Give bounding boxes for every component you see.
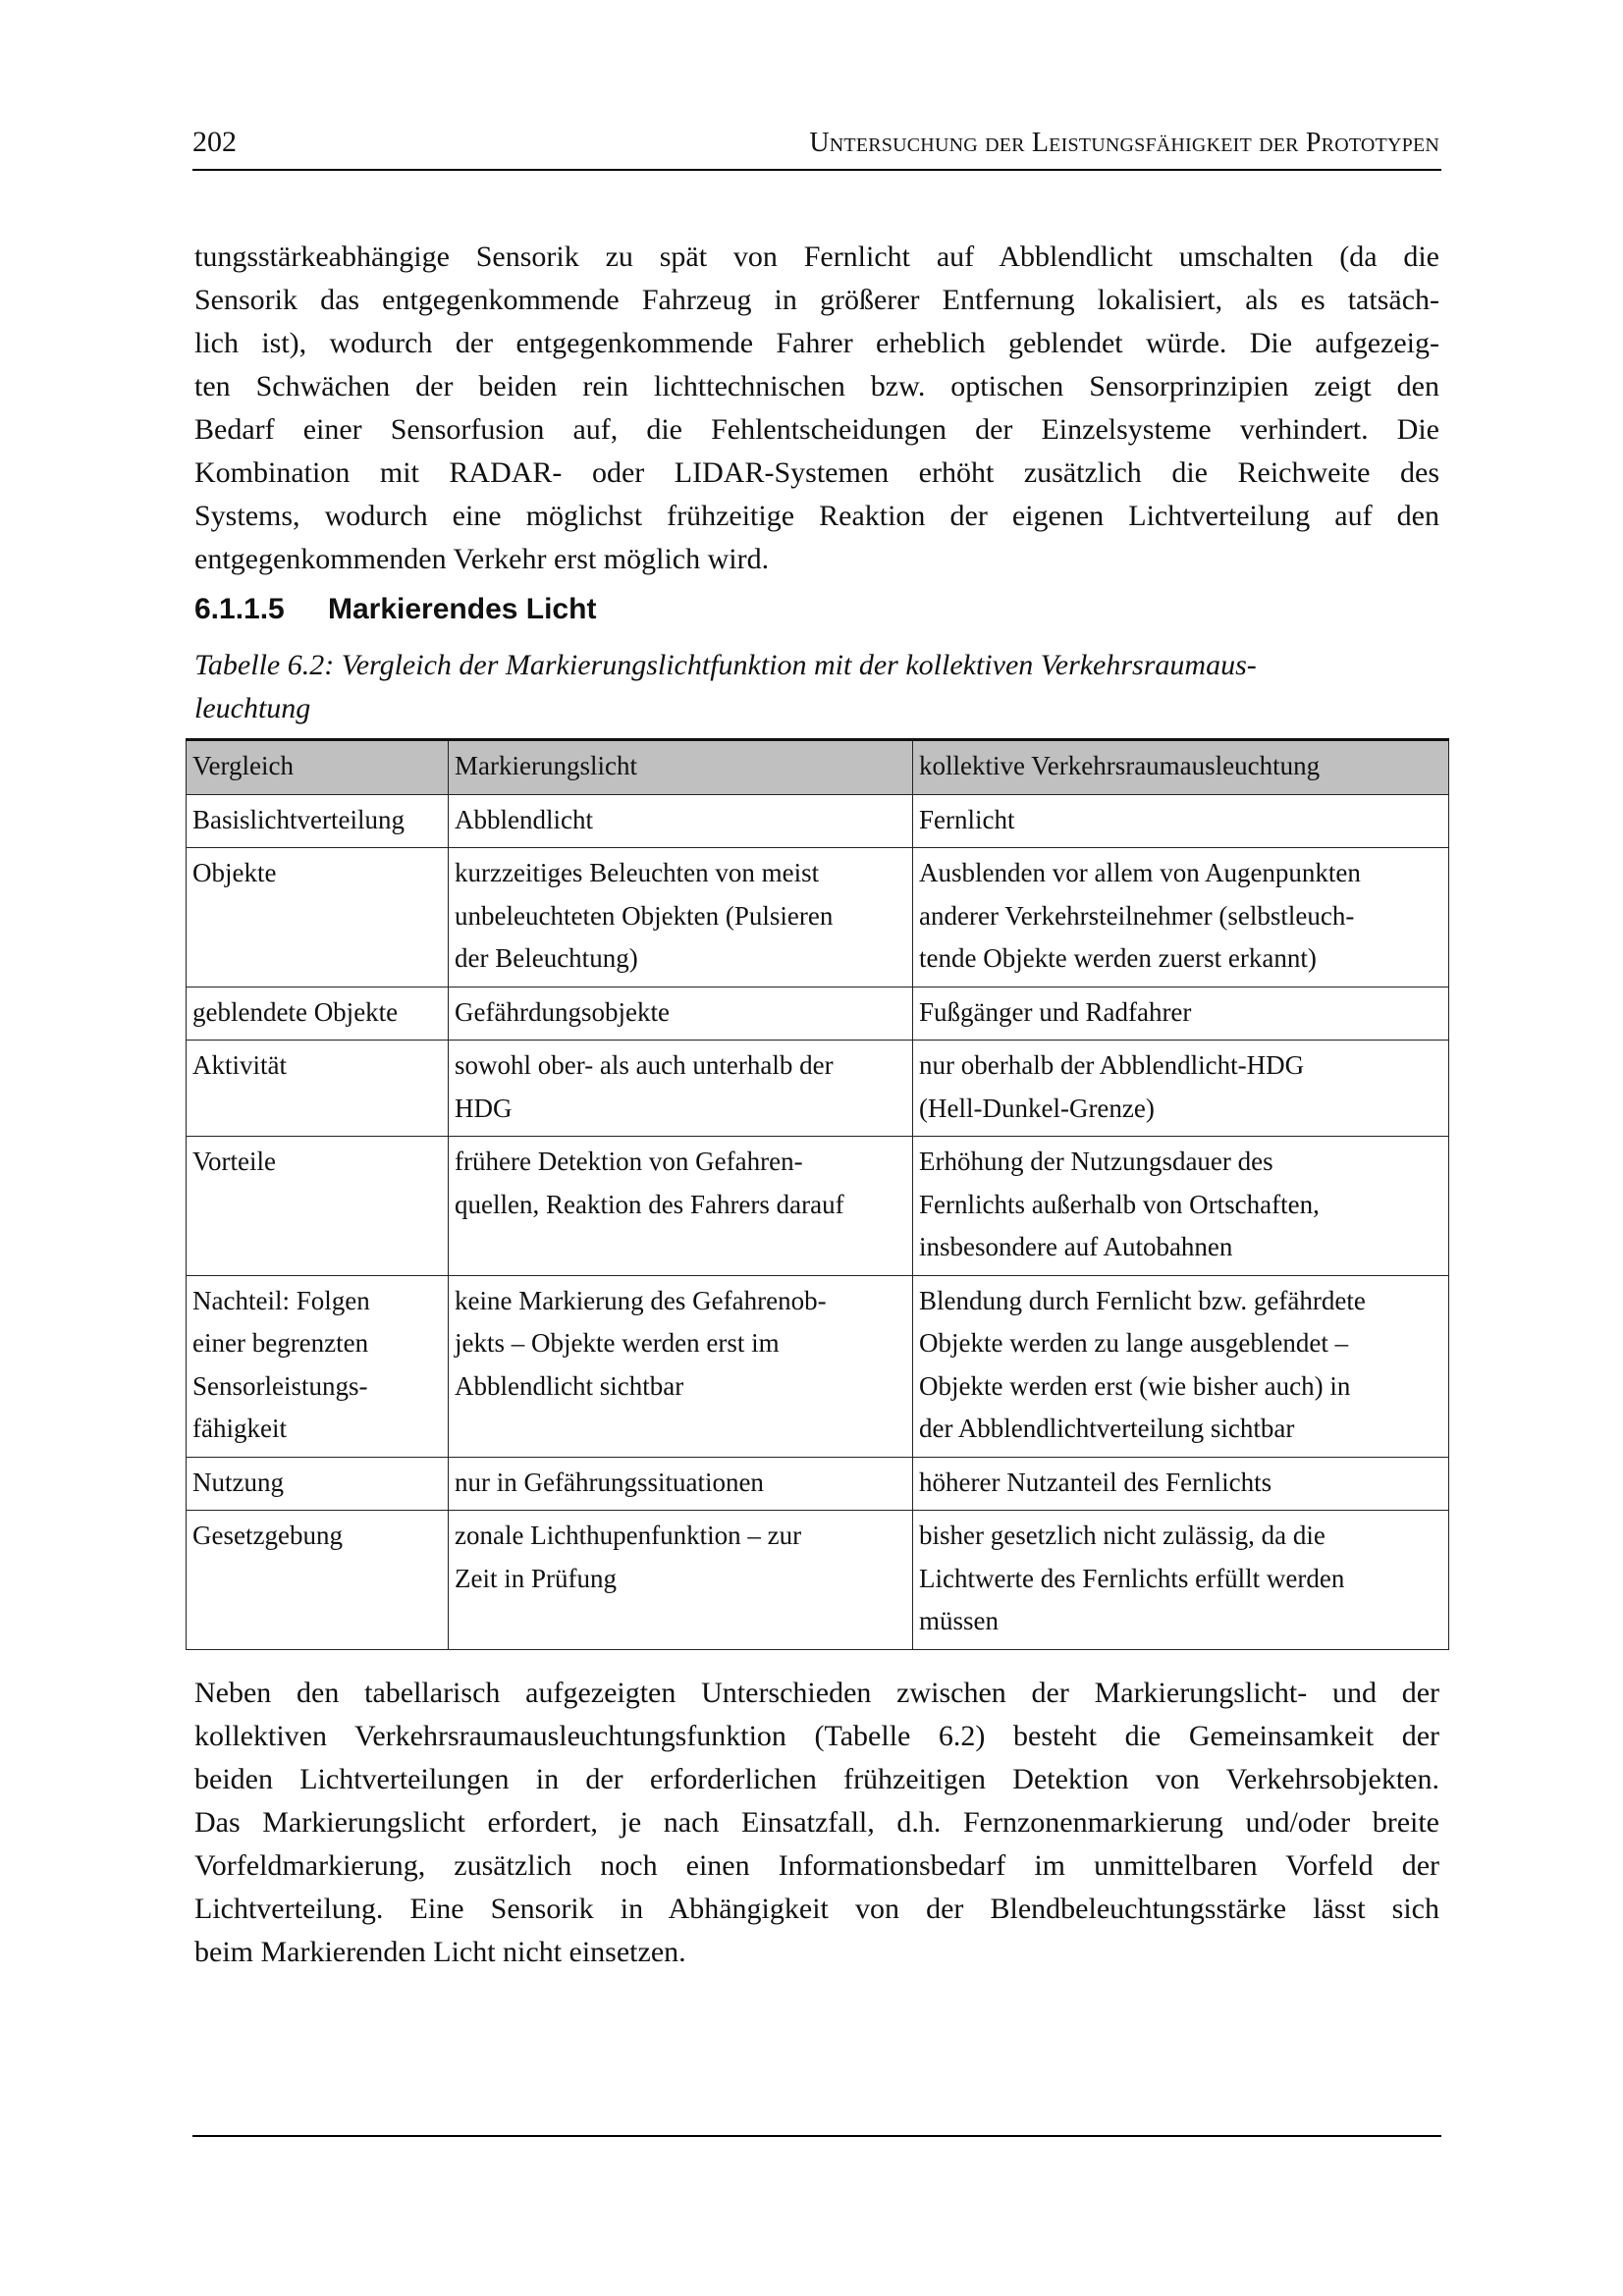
text-line: entgegenkommenden Verkehr erst möglich wird. xyxy=(194,543,770,575)
table-cell xyxy=(187,1041,449,1137)
cell-line: frühere Detektion von Gefahren- xyxy=(455,1147,803,1176)
cell-line: nur oberhalb der Abblendlicht-HDG xyxy=(919,1050,1305,1080)
cell-line: Erhöhung der Nutzungsdauer des xyxy=(919,1147,1273,1176)
column-header: kollektive Verkehrsraumausleuchtung xyxy=(913,740,1449,795)
table-cell xyxy=(449,1275,913,1457)
section-title: Markierendes Licht xyxy=(328,593,597,625)
table-cell xyxy=(187,1275,449,1457)
text-line: Bedarf einer Sensorfusion auf, die Fehlentscheidungen der Einzelsysteme verhindert. Die xyxy=(194,413,1439,446)
running-title: Untersuchung der Leistungsfähigkeit der Prototypen xyxy=(809,128,1439,158)
column-header: Markierungslicht xyxy=(449,740,913,795)
section-heading xyxy=(194,593,596,626)
text-line: Kombination mit RADAR- oder LIDAR-Systemen erhöht zusätzlich die Reichweite des xyxy=(194,456,1439,489)
cell-line: nur in Gefährungssituationen xyxy=(455,1467,764,1497)
cell-line: Ausblenden vor allem von Augenpunkten xyxy=(919,858,1361,887)
cell-line: einer begrenzten xyxy=(192,1328,369,1358)
text-line: beim Markierenden Licht nicht einsetzen. xyxy=(194,1936,686,1968)
column-header: Vergleich xyxy=(187,740,449,795)
table-cell xyxy=(187,1457,449,1511)
table-cell xyxy=(913,794,1449,848)
table-row xyxy=(187,794,1449,848)
text-line: Lichtverteilung. Eine Sensorik in Abhängigkeit von der Blendbeleuchtungsstärke lässt sich xyxy=(194,1893,1439,1925)
cell-line: Blendung durch Fernlicht bzw. gefährdete xyxy=(919,1285,1366,1315)
cell-line: Gefährdungsobjekte xyxy=(455,996,670,1027)
cell-line: Nutzung xyxy=(192,1467,284,1497)
table-cell xyxy=(449,987,913,1041)
table-row xyxy=(187,1511,1449,1650)
footer-rule xyxy=(192,2135,1441,2137)
table-cell xyxy=(187,1137,449,1276)
comparison-table xyxy=(186,738,1449,1650)
cell-line: Objekte werden erst (wie bisher auch) in xyxy=(919,1370,1351,1401)
cell-line: Fußgänger und Radfahrer xyxy=(919,996,1192,1027)
paragraph-1 xyxy=(194,236,1439,581)
cell-line: fähigkeit xyxy=(192,1414,287,1443)
page-header xyxy=(192,126,1441,171)
cell-line: unbeleuchteten Objekten (Pulsieren xyxy=(455,900,834,931)
page-number: 202 xyxy=(192,126,237,158)
cell-line: müssen xyxy=(919,1606,999,1635)
cell-line: jekts – Objekte werden erst im xyxy=(455,1328,780,1358)
cell-line: sowohl ober- als auch unterhalb der xyxy=(455,1050,834,1080)
table-row xyxy=(187,1137,1449,1276)
cell-line: anderer Verkehrsteilnehmer (selbstleuch- xyxy=(919,900,1355,931)
cell-line: keine Markierung des Gefahrenob- xyxy=(455,1285,827,1315)
cell-line: Basislichtverteilung xyxy=(192,804,405,834)
table-cell xyxy=(449,1041,913,1137)
table-cell xyxy=(449,1457,913,1511)
text-line: ten Schwächen der beiden rein lichttechnischen bzw. optischen Sensorprinzipien zeigt den xyxy=(194,370,1439,402)
table-cell xyxy=(913,1041,1449,1137)
cell-line: Objekte xyxy=(192,858,277,887)
table-header-row xyxy=(187,740,1449,795)
section-number: 6.1.1.5 xyxy=(194,593,285,625)
text-line: tungsstärkeabhängige Sensorik zu spät von Fernlicht auf Abblendlicht umschalten (da die xyxy=(194,240,1439,273)
text-line: beiden Lichtverteilungen in der erforderlichen frühzeitigen Detektion von Verkehrsobjekten. xyxy=(194,1763,1439,1795)
table-cell xyxy=(449,1137,913,1276)
cell-line: (Hell-Dunkel-Grenze) xyxy=(919,1093,1155,1123)
cell-line: Abblendlicht sichtbar xyxy=(455,1370,684,1401)
cell-line: Fernlicht xyxy=(919,804,1015,834)
paragraph-2 xyxy=(194,1672,1439,1974)
table-cell xyxy=(449,1511,913,1650)
caption-line: leuchtung xyxy=(194,692,311,724)
text-line: Sensorik das entgegenkommende Fahrzeug in größerer Entfernung lokalisiert, als es tatsäch- xyxy=(194,284,1439,316)
cell-line: höherer Nutzanteil des Fernlichts xyxy=(919,1467,1272,1497)
table-cell xyxy=(913,1137,1449,1276)
caption-line: Tabelle 6.2: Vergleich der Markierungslichtfunktion mit der kollektiven Verkehrsraumaus- xyxy=(194,649,1257,681)
cell-line: Lichtwerte des Fernlichts erfüllt werden xyxy=(919,1563,1345,1593)
text-line: Vorfeldmarkierung, zusätzlich noch einen Informationsbedarf im unmittelbaren Vorfeld der xyxy=(194,1849,1439,1882)
cell-line: Vorteile xyxy=(192,1147,276,1176)
cell-line: Objekte werden zu lange ausgeblendet – xyxy=(919,1328,1349,1358)
cell-line: kurzzeitiges Beleuchten von meist xyxy=(455,858,820,887)
cell-line: quellen, Reaktion des Fahrers darauf xyxy=(455,1189,844,1219)
table-row xyxy=(187,1275,1449,1457)
cell-line: der Abblendlichtverteilung sichtbar xyxy=(919,1414,1295,1443)
cell-line: geblendete Objekte xyxy=(192,996,399,1027)
cell-line: Sensorleistungs- xyxy=(192,1370,368,1401)
cell-line: Fernlichts außerhalb von Ortschaften, xyxy=(919,1189,1320,1219)
table-cell xyxy=(913,1457,1449,1511)
table-cell xyxy=(913,1275,1449,1457)
cell-line: Zeit in Prüfung xyxy=(455,1563,617,1593)
cell-line: HDG xyxy=(455,1093,513,1123)
cell-line: insbesondere auf Autobahnen xyxy=(919,1232,1233,1261)
cell-line: bisher gesetzlich nicht zulässig, da die xyxy=(919,1521,1325,1550)
table-cell xyxy=(187,1511,449,1650)
table-cell xyxy=(187,794,449,848)
table-row xyxy=(187,1457,1449,1511)
cell-line: der Beleuchtung) xyxy=(455,943,638,973)
table-caption xyxy=(194,644,1439,730)
table-row xyxy=(187,987,1449,1041)
table-cell xyxy=(449,848,913,988)
table-cell xyxy=(449,794,913,848)
text-line: kollektiven Verkehrsraumausleuchtungsfunktion (Tabelle 6.2) besteht die Gemeinsamkeit der xyxy=(194,1720,1439,1752)
table-cell xyxy=(913,987,1449,1041)
table-row xyxy=(187,848,1449,988)
table-cell xyxy=(913,848,1449,988)
text-line: lich ist), wodurch der entgegenkommende Fahrer erheblich geblendet würde. Die aufgezeig- xyxy=(194,327,1439,359)
cell-line: Nachteil: Folgen xyxy=(192,1285,370,1315)
table-row xyxy=(187,1041,1449,1137)
cell-line: tende Objekte werden zuerst erkannt) xyxy=(919,943,1317,973)
table-cell xyxy=(913,1511,1449,1650)
table-cell xyxy=(187,987,449,1041)
cell-line: Aktivität xyxy=(192,1050,287,1080)
text-line: Systems, wodurch eine möglichst frühzeitige Reaktion der eigenen Lichtverteilung auf den xyxy=(194,500,1439,532)
cell-line: Abblendlicht xyxy=(455,804,593,834)
text-line: Neben den tabellarisch aufgezeigten Unterschieden zwischen der Markierungslicht- und der xyxy=(194,1677,1439,1709)
cell-line: Gesetzgebung xyxy=(192,1521,343,1550)
text-line: Das Markierungslicht erfordert, je nach Einsatzfall, d.h. Fernzonenmarkierung und/oder breite xyxy=(194,1806,1439,1839)
table-cell xyxy=(187,848,449,988)
cell-line: zonale Lichthupenfunktion – zur xyxy=(455,1521,802,1550)
